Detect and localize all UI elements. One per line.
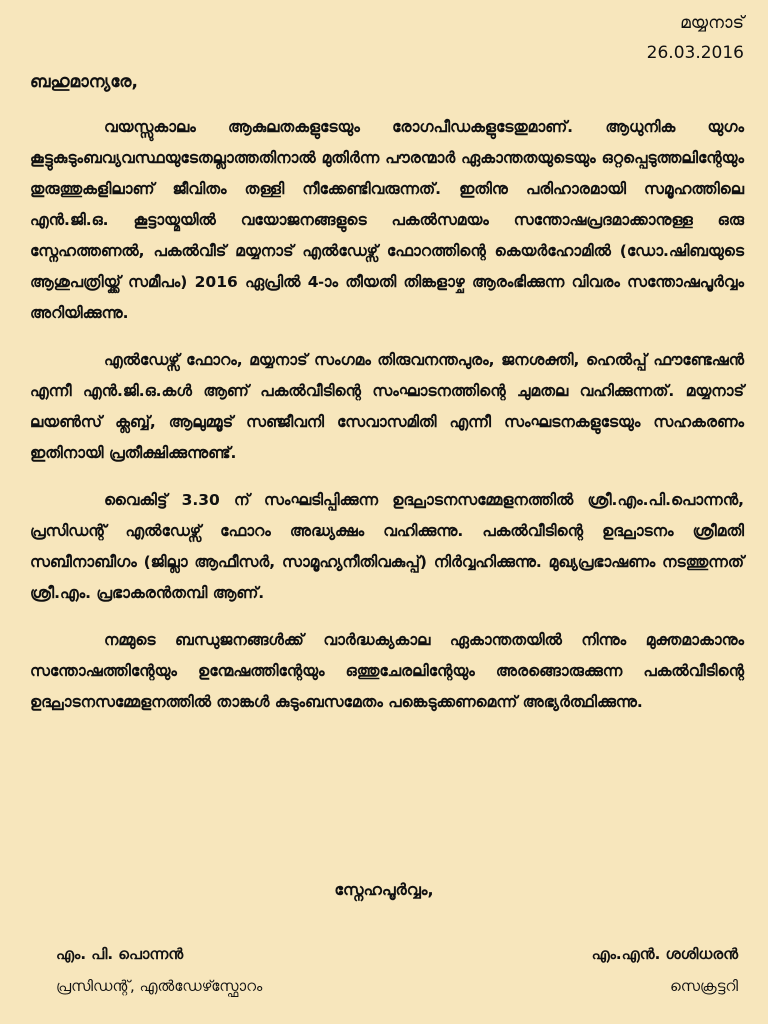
signature-secretary xyxy=(592,938,738,1002)
letter-body xyxy=(30,112,744,734)
paragraph-1: വയസ്സുകാലം ആകുലതകളുടേയും രോഗപീഡകളുടേതുമാണ്. ആധുനിക യുഗം കൂട്ടുകുടുംബവ്യവസ്ഥയുടേതല്ലാത്തതിനാൽ മുതിർന്ന പൗരന്മാർ ഏകാന്തതയുടെയും ഒറ്റപ്പെടുത്തലിന്റേയും തുരുത്തുകളിലാണ് ജീവിതം തള്ളി നീക്കേണ്ടിവരുന്നത്. ഇതിനു പരിഹാരമായി സമൂഹത്തിലെ എൻ.ജി.ഒ. കൂട്ടായ്മയിൽ വയോജനങ്ങളുടെ പകൽസമയം സന്തോഷപ്രദമാക്കാനുള്ള ഒരു സ്നേഹത്തണൽ, പകൽവീട് മയ്യനാട് എൽഡേഴ്സ് ഫോറത്തിന്റെ കെയർഹോമിൽ (ഡോ.ഷിബയുടെ ആശുപത്രിയ്ക്ക് സമീപം) 2016 ഏപ്രിൽ 4-ാം തീയതി തിങ്കളാഴ്ച ആരംഭിക്കുന്ന വിവരം സന്തോഷപൂർവ്വം അറിയിക്കുന്നു. xyxy=(30,118,744,322)
secretary-name: എം.എൻ. ശശിധരൻ xyxy=(591,945,738,963)
signature-president xyxy=(56,938,262,1002)
place-name: മയ്യനാട് xyxy=(680,13,744,33)
letter-date: 26.03.2016 xyxy=(646,43,744,63)
president-title: പ്രസിഡന്റ്, എൽഡേഴ്സ്ഫോറം xyxy=(56,977,263,995)
paragraph-2: എൽഡേഴ്സ് ഫോറം, മയ്യനാട് സംഗമം തിരുവനന്തപുരം, ജനശക്തി, ഹെൽപ്പ് ഫൗണ്ടേഷൻ എന്നീ എൻ.ജി.ഒ.കൾ ആണ് പകൽവീടിന്റെ സംഘാടനത്തിന്റെ ചുമതല വഹിക്കുന്നത്. മയ്യനാട് ലയൺസ് ക്ലബ്ബ്, ആലുമ്മൂട് സഞ്ജീവനി സേവാസമിതി എന്നീ സംഘടനകളുടേയും സഹകരണം ഇതിനായി പ്രതീക്ഷിക്കുന്നുണ്ട്. xyxy=(30,351,744,462)
paragraph-3: വൈകിട്ട് 3.30 ന് സംഘടിപ്പിക്കുന്ന ഉദ്ഘാടനസമ്മേളനത്തിൽ ശ്രീ.എം.പി.പൊന്നൻ, പ്രസിഡന്റ് എൽഡേഴ്സ് ഫോറം അദ്ധ്യക്ഷം വഹിക്കുന്നു. പകൽവീടിന്റെ ഉദ്ഘാടനം ശ്രീമതി സബീനാബീഗം (ജില്ലാ ആഫീസർ, സാമൂഹ്യനീതിവകുപ്പ്) നിർവ്വഹിക്കുന്നു. മുഖ്യപ്രഭാഷണം നടത്തുന്നത് ശ്രീ.എം. പ്രഭാകരൻതമ്പി ആണ്. xyxy=(30,491,744,602)
secretary-title: സെക്രട്ടറി xyxy=(670,977,738,995)
president-name: എം. പി. പൊന്നൻ xyxy=(56,945,184,963)
salutation: ബഹുമാന്യരേ, xyxy=(30,72,138,92)
letter-header xyxy=(647,8,744,68)
closing-line: സ്നേഹപൂർവ്വം, xyxy=(334,880,434,899)
paragraph-4: നമ്മുടെ ബന്ധുജനങ്ങൾക്ക് വാർദ്ധക്യകാല ഏകാന്തതയിൽ നിന്നും മുക്തമാകാനും സന്തോഷത്തിന്റേയും ഉന്മേഷത്തിന്റേയും ഒത്തുചേരലിന്റേയും അരങ്ങൊരുക്കുന്ന പകൽവീടിന്റെ ഉദ്ഘാടനസമ്മേളനത്തിൽ താങ്കൾ കുടുംബസമേതം പങ്കെടുക്കണമെന്ന് അഭ്യർത്ഥിക്കുന്നു. xyxy=(30,631,744,711)
